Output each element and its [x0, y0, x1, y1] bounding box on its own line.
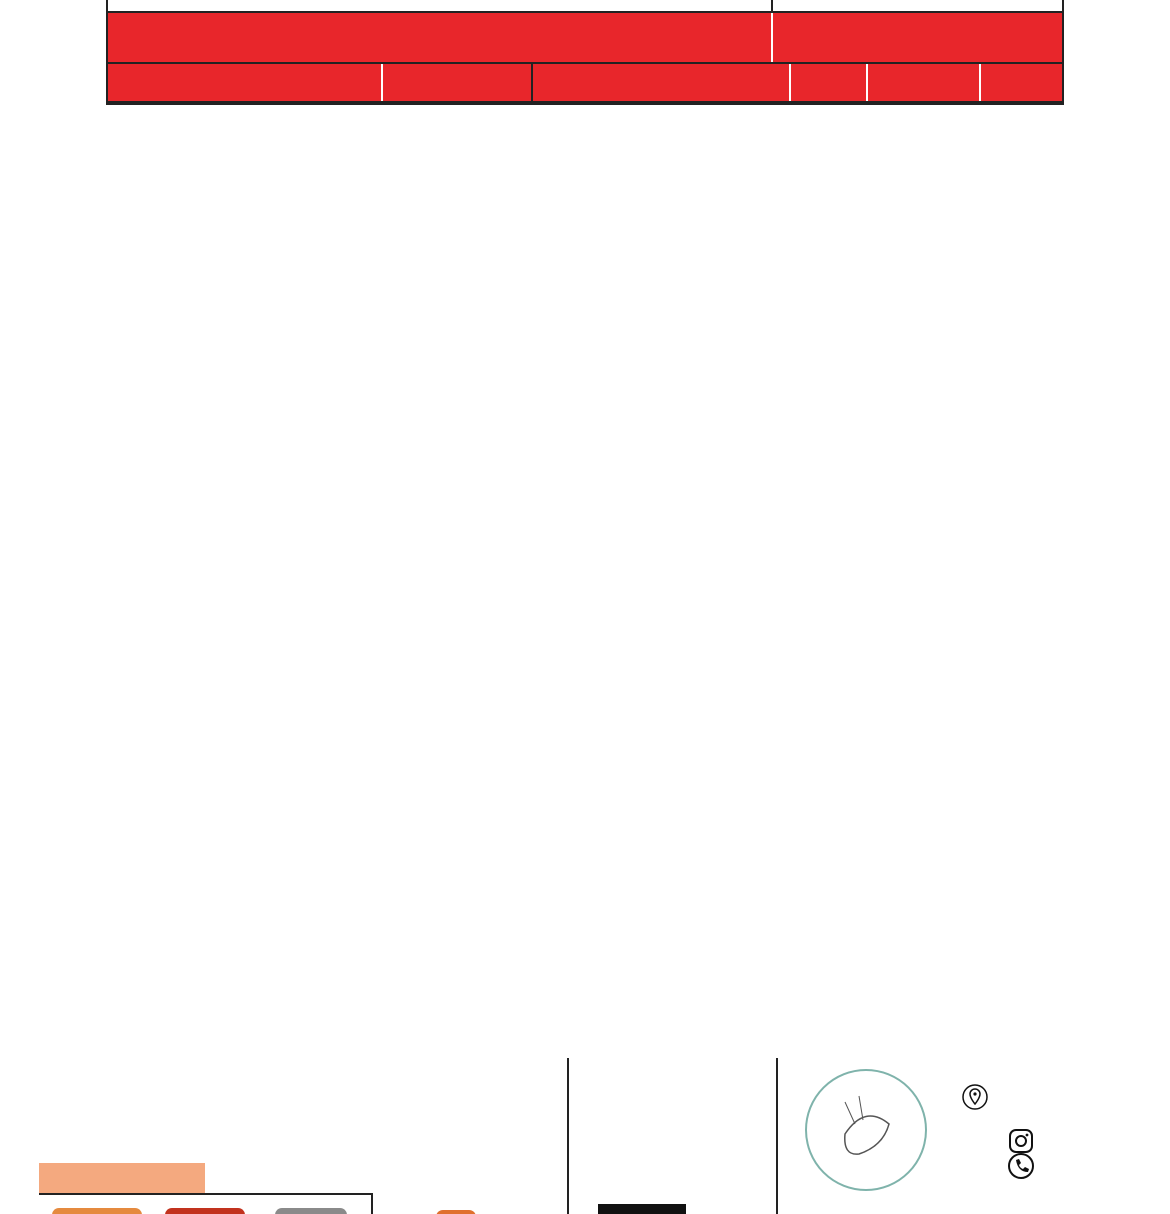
sauce-header-title	[533, 64, 791, 101]
order-form	[106, 0, 1064, 105]
addons-sauce-section	[108, 64, 1062, 103]
mussels-photo	[275, 1208, 347, 1214]
logo-ring	[806, 1070, 926, 1190]
bucket-photo	[436, 1210, 476, 1214]
instagram-icon	[1008, 1128, 1034, 1154]
address	[962, 1084, 991, 1110]
crawfish-photo	[165, 1208, 245, 1214]
seafood-header-check	[773, 13, 1062, 62]
addons-header	[108, 64, 531, 103]
location-pin-icon	[962, 1084, 988, 1110]
menu-preview	[0, 1058, 1170, 1214]
check-box[interactable]	[773, 0, 1062, 11]
seafood-photo	[52, 1208, 142, 1214]
spice-header-title	[868, 64, 981, 101]
sauce-header-pick	[791, 64, 868, 101]
seafood-header	[108, 13, 1062, 64]
sauce-table	[533, 64, 1062, 103]
cut-row	[108, 0, 1062, 13]
instagram[interactable]	[1008, 1128, 1037, 1154]
divider	[776, 1058, 778, 1214]
phone-icon	[1008, 1153, 1034, 1179]
addons-header-title	[108, 64, 383, 101]
phone[interactable]	[1008, 1153, 1037, 1179]
seafood-header-title	[108, 13, 773, 62]
shrimp-icon	[845, 1116, 889, 1154]
pick-seafood-label	[39, 1163, 205, 1195]
divider	[567, 1058, 569, 1214]
addons-table	[108, 64, 533, 103]
combo-badge	[598, 1204, 686, 1214]
antenna-icon	[845, 1096, 863, 1124]
bucket-deals	[380, 1082, 556, 1087]
combo-deals	[580, 1078, 766, 1084]
sauce-header	[533, 64, 1062, 103]
addons-header-choose	[383, 64, 531, 101]
spice-header-pick	[981, 64, 1062, 101]
shrimp-heads-logo	[797, 1064, 935, 1194]
